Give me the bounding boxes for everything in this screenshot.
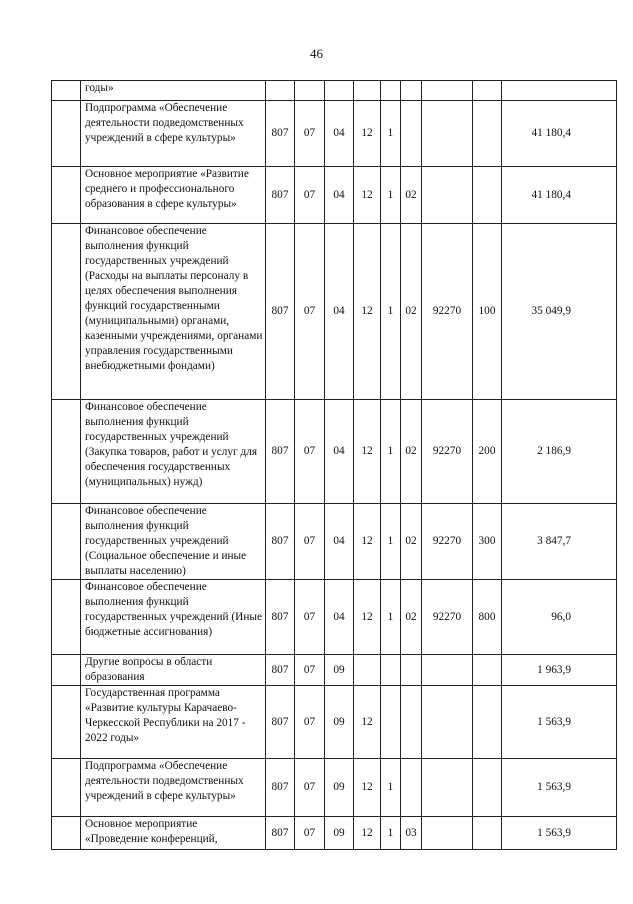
row-amount: 1 563,9 bbox=[502, 759, 617, 817]
row-number-cell bbox=[52, 400, 81, 504]
row-program: 12 bbox=[354, 817, 381, 850]
row-expense-type: 200 bbox=[473, 400, 502, 504]
row-direction: 92270 bbox=[422, 400, 473, 504]
row-number-cell bbox=[52, 817, 81, 850]
row-direction bbox=[422, 759, 473, 817]
row-glava: 807 bbox=[266, 167, 295, 224]
row-amount: 1 963,9 bbox=[502, 655, 617, 686]
row-measure bbox=[401, 101, 422, 167]
row-name: Основное мероприятие «Проведение конференций, bbox=[81, 817, 266, 850]
row-measure: 02 bbox=[401, 504, 422, 580]
row-subprogram bbox=[381, 655, 401, 686]
row-subprogram bbox=[381, 81, 401, 101]
row-number-cell bbox=[52, 81, 81, 101]
row-subprogram: 1 bbox=[381, 759, 401, 817]
row-razdel bbox=[295, 81, 325, 101]
table-row bbox=[52, 81, 617, 101]
row-measure bbox=[401, 655, 422, 686]
row-expense-type: 100 bbox=[473, 224, 502, 400]
row-expense-type: 800 bbox=[473, 580, 502, 655]
row-measure: 02 bbox=[401, 580, 422, 655]
row-name: Финансовое обеспечение выполнения функций государственных учреждений (Иные бюджетные ассигнования) bbox=[81, 580, 266, 655]
table-row bbox=[52, 167, 617, 224]
table-row bbox=[52, 400, 617, 504]
row-measure: 02 bbox=[401, 224, 422, 400]
table-row bbox=[52, 224, 617, 400]
row-subprogram: 1 bbox=[381, 817, 401, 850]
row-expense-type bbox=[473, 655, 502, 686]
row-expense-type bbox=[473, 686, 502, 759]
row-program: 12 bbox=[354, 167, 381, 224]
row-direction: 92270 bbox=[422, 504, 473, 580]
row-glava: 807 bbox=[266, 580, 295, 655]
row-number-cell bbox=[52, 655, 81, 686]
row-number-cell bbox=[52, 101, 81, 167]
row-amount: 1 563,9 bbox=[502, 817, 617, 850]
row-subprogram: 1 bbox=[381, 224, 401, 400]
table-row bbox=[52, 759, 617, 817]
row-glava: 807 bbox=[266, 655, 295, 686]
table-row bbox=[52, 101, 617, 167]
row-expense-type bbox=[473, 81, 502, 101]
row-amount: 2 186,9 bbox=[502, 400, 617, 504]
row-podrazdel: 04 bbox=[325, 101, 354, 167]
row-amount: 41 180,4 bbox=[502, 101, 617, 167]
row-razdel: 07 bbox=[295, 686, 325, 759]
row-direction bbox=[422, 655, 473, 686]
table-row bbox=[52, 580, 617, 655]
row-amount: 41 180,4 bbox=[502, 167, 617, 224]
row-expense-type bbox=[473, 101, 502, 167]
table-row bbox=[52, 686, 617, 759]
row-name: Основное мероприятие «Развитие среднего и профессионального образования в сфере культуры» bbox=[81, 167, 266, 224]
row-number-cell bbox=[52, 580, 81, 655]
row-direction: 92270 bbox=[422, 224, 473, 400]
row-name: Подпрограмма «Обеспечение деятельности подведомственных учреждений в сфере культуры» bbox=[81, 101, 266, 167]
row-podrazdel: 09 bbox=[325, 686, 354, 759]
row-name: Другие вопросы в области образования bbox=[81, 655, 266, 686]
row-direction bbox=[422, 101, 473, 167]
row-number-cell bbox=[52, 759, 81, 817]
row-direction bbox=[422, 81, 473, 101]
row-number-cell bbox=[52, 686, 81, 759]
row-name: годы» bbox=[81, 81, 266, 101]
row-program: 12 bbox=[354, 686, 381, 759]
row-program: 12 bbox=[354, 101, 381, 167]
row-podrazdel: 04 bbox=[325, 400, 354, 504]
row-name: Финансовое обеспечение выполнения функций государственных учреждений (Закупка товаров, работ и услуг для обеспечения государственных (муниципальных) нужд) bbox=[81, 400, 266, 504]
row-expense-type bbox=[473, 817, 502, 850]
row-podrazdel bbox=[325, 81, 354, 101]
row-amount: 35 049,9 bbox=[502, 224, 617, 400]
row-name: Финансовое обеспечение выполнения функций государственных учреждений (Расходы на выплаты персоналу в целях обеспечения выполнения функций государственными (муниципальными) органами, казенными учреждениями, органами управления государственными внебюджетными фондами) bbox=[81, 224, 266, 400]
table-row bbox=[52, 817, 617, 850]
row-measure bbox=[401, 686, 422, 759]
row-measure: 02 bbox=[401, 167, 422, 224]
row-program: 12 bbox=[354, 759, 381, 817]
row-razdel: 07 bbox=[295, 655, 325, 686]
row-direction bbox=[422, 686, 473, 759]
row-program bbox=[354, 655, 381, 686]
budget-table bbox=[51, 80, 617, 850]
row-subprogram: 1 bbox=[381, 580, 401, 655]
row-subprogram bbox=[381, 686, 401, 759]
row-expense-type bbox=[473, 759, 502, 817]
row-subprogram: 1 bbox=[381, 101, 401, 167]
row-number-cell bbox=[52, 167, 81, 224]
row-podrazdel: 04 bbox=[325, 167, 354, 224]
row-program: 12 bbox=[354, 400, 381, 504]
page-number: 46 bbox=[310, 46, 323, 61]
row-name: Финансовое обеспечение выполнения функций государственных учреждений (Социальное обеспечение и иные выплаты населению) bbox=[81, 504, 266, 580]
row-subprogram: 1 bbox=[381, 504, 401, 580]
row-glava: 807 bbox=[266, 504, 295, 580]
row-podrazdel: 09 bbox=[325, 817, 354, 850]
row-amount bbox=[502, 81, 617, 101]
row-direction bbox=[422, 817, 473, 850]
row-direction bbox=[422, 167, 473, 224]
table-row bbox=[52, 504, 617, 580]
row-expense-type bbox=[473, 167, 502, 224]
row-measure bbox=[401, 759, 422, 817]
row-amount: 96,0 bbox=[502, 580, 617, 655]
row-glava bbox=[266, 81, 295, 101]
row-glava: 807 bbox=[266, 759, 295, 817]
row-number-cell bbox=[52, 504, 81, 580]
row-glava: 807 bbox=[266, 400, 295, 504]
row-podrazdel: 04 bbox=[325, 580, 354, 655]
row-razdel: 07 bbox=[295, 400, 325, 504]
row-podrazdel: 09 bbox=[325, 655, 354, 686]
row-direction: 92270 bbox=[422, 580, 473, 655]
row-podrazdel: 09 bbox=[325, 759, 354, 817]
row-subprogram: 1 bbox=[381, 400, 401, 504]
row-razdel: 07 bbox=[295, 101, 325, 167]
row-measure: 03 bbox=[401, 817, 422, 850]
row-glava: 807 bbox=[266, 101, 295, 167]
row-number-cell bbox=[52, 224, 81, 400]
row-subprogram: 1 bbox=[381, 167, 401, 224]
row-name: Подпрограмма «Обеспечение деятельности подведомственных учреждений в сфере культуры» bbox=[81, 759, 266, 817]
row-razdel: 07 bbox=[295, 504, 325, 580]
row-program bbox=[354, 81, 381, 101]
row-razdel: 07 bbox=[295, 759, 325, 817]
row-program: 12 bbox=[354, 580, 381, 655]
row-measure: 02 bbox=[401, 400, 422, 504]
row-glava: 807 bbox=[266, 224, 295, 400]
row-program: 12 bbox=[354, 504, 381, 580]
row-razdel: 07 bbox=[295, 817, 325, 850]
row-measure bbox=[401, 81, 422, 101]
row-expense-type: 300 bbox=[473, 504, 502, 580]
row-glava: 807 bbox=[266, 817, 295, 850]
row-podrazdel: 04 bbox=[325, 224, 354, 400]
row-program: 12 bbox=[354, 224, 381, 400]
row-razdel: 07 bbox=[295, 224, 325, 400]
row-razdel: 07 bbox=[295, 580, 325, 655]
row-name: Государственная программа «Развитие культуры Карачаево-Черкесской Республики на 2017 - 2022 годы» bbox=[81, 686, 266, 759]
row-razdel: 07 bbox=[295, 167, 325, 224]
row-podrazdel: 04 bbox=[325, 504, 354, 580]
row-amount: 1 563,9 bbox=[502, 686, 617, 759]
table-row bbox=[52, 655, 617, 686]
row-amount: 3 847,7 bbox=[502, 504, 617, 580]
row-glava: 807 bbox=[266, 686, 295, 759]
